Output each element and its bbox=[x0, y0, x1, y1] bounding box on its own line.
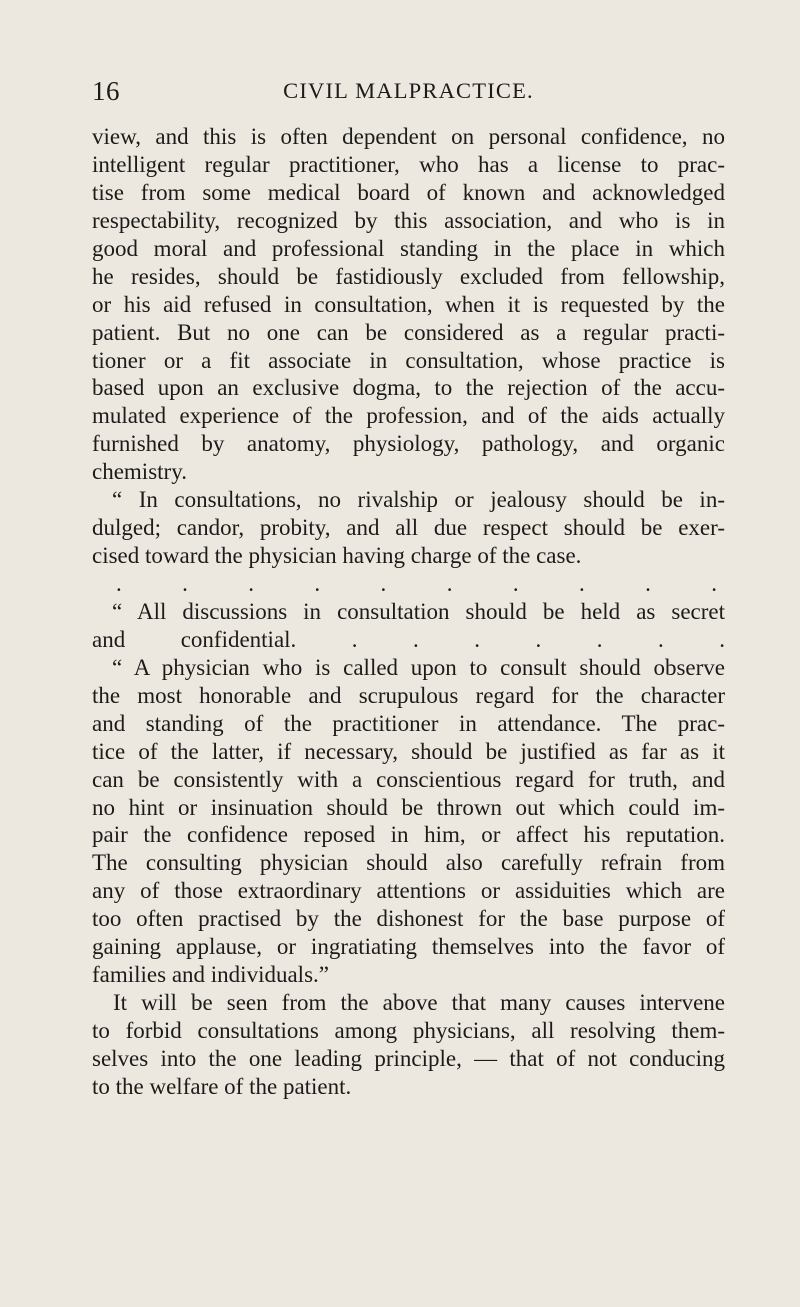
text-line: mulated experience of the profession, and of the aids actually bbox=[92, 403, 725, 429]
text-line: gaining applause, or ingratiating themselves into the favor of bbox=[92, 934, 725, 960]
page-header bbox=[92, 76, 725, 110]
text-line: or his aid refused in consultation, when it is requested by the bbox=[92, 291, 725, 317]
text-line: selves into the one leading principle, — that of not conducing bbox=[92, 1045, 725, 1071]
text-line: intelligent regular practitioner, who has a license to prac- bbox=[92, 151, 725, 177]
text-line: no hint or insinuation should be thrown out which could im- bbox=[92, 794, 725, 820]
text-line: view, and this is often dependent on personal confidence, no bbox=[92, 124, 725, 149]
text-line: “ A physician who is called upon to consult should observe bbox=[112, 654, 725, 680]
text-line: to forbid consultations among physicians, all resolving them- bbox=[92, 1018, 725, 1043]
text-line: too often practised by the dishonest for the base purpose of bbox=[92, 906, 725, 932]
text-line: good moral and professional standing in the place in which bbox=[92, 235, 725, 261]
text-line: dulged; candor, probity, and all due respect should be exer- bbox=[92, 515, 725, 541]
text-line: families and individuals.” bbox=[92, 962, 329, 988]
text-line: tise from some medical board of known and acknowledged bbox=[92, 179, 725, 205]
text-line: respectability, recognized by this association, and who is in bbox=[92, 207, 725, 233]
text-line: and confidential. . . . . . . . bbox=[92, 626, 725, 652]
text-line: cised toward the physician having charge of the case. bbox=[92, 543, 582, 569]
text-line: furnished by anatomy, physiology, pathology, and organic bbox=[92, 431, 725, 457]
text-line: It will be seen from the above that many causes intervene bbox=[113, 990, 725, 1016]
body-text bbox=[92, 123, 725, 1101]
running-head: CIVIL MALPRACTICE. bbox=[283, 78, 534, 103]
ellipsis-line: . . . . . . . . . . bbox=[116, 571, 719, 596]
text-line: any of those extraordinary attentions or assiduities which are bbox=[92, 878, 725, 904]
text-line: the most honorable and scrupulous regard for the character bbox=[92, 682, 725, 708]
text-line: tioner or a fit associate in consultation, whose practice is bbox=[92, 347, 725, 373]
text-line: to the welfare of the patient. bbox=[92, 1073, 352, 1099]
text-line: can be consistently with a conscientious regard for truth, and bbox=[92, 766, 725, 792]
page-number: 16 bbox=[92, 76, 120, 106]
text-line: and standing of the practitioner in attendance. The prac- bbox=[92, 710, 725, 736]
text-line: chemistry. bbox=[92, 459, 187, 485]
text-line: tice of the latter, if necessary, should be justified as far as it bbox=[92, 738, 725, 764]
text-line: “ In consultations, no rivalship or jealousy should be in- bbox=[112, 487, 725, 513]
text-line: he resides, should be fastidiously excluded from fellowship, bbox=[92, 263, 725, 289]
text-line: “ All discussions in consultation should be held as secret bbox=[112, 598, 725, 624]
text-line: based upon an exclusive dogma, to the rejection of the accu- bbox=[92, 375, 725, 401]
text-line: pair the confidence reposed in him, or affect his reputation. bbox=[92, 822, 725, 848]
text-line: The consulting physician should also carefully refrain from bbox=[92, 850, 725, 876]
text-line: patient. But no one can be considered as a regular practi- bbox=[92, 319, 725, 345]
